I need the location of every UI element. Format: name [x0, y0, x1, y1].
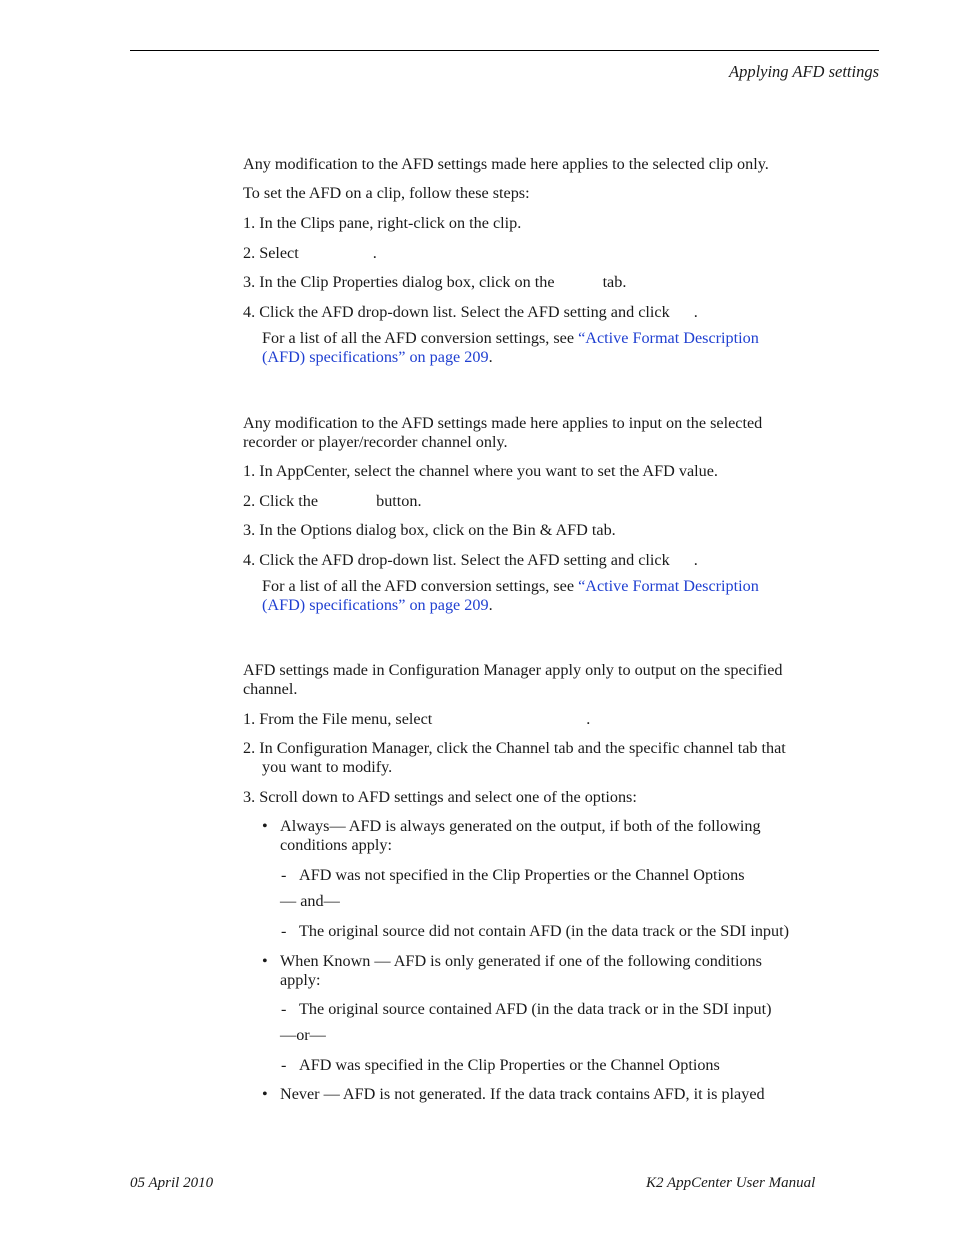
dash-marker: -: [281, 1000, 287, 1018]
afd-spec-link-cont[interactable]: (AFD) specifications” on page 209: [262, 596, 489, 614]
dash-marker: -: [281, 1056, 287, 1074]
dash-marker: -: [281, 922, 287, 940]
config-intro: AFD settings made in Configuration Manager apply only to output on the specified channel.: [243, 661, 783, 698]
clip-step-1: 1. In the Clips pane, right-click on the clip.: [243, 214, 522, 232]
config-step-2: 2. In Configuration Manager, click the Channel tab and the specific channel tab that you want to modify.: [243, 739, 786, 776]
dash-marker: -: [281, 866, 287, 884]
bullet-marker: •: [262, 817, 268, 835]
clip-lead: To set the AFD on a clip, follow these steps:: [243, 184, 530, 202]
config-step-1: 1. From the File menu, select .: [243, 710, 591, 728]
known-condition-1: The original source contained AFD (in the data track or in the SDI input): [299, 1000, 772, 1018]
channel-afd-note: For a list of all the AFD conversion settings, see “Active Format Description (AFD) specifications” on page 209.: [262, 577, 759, 614]
afd-spec-link-cont[interactable]: (AFD) specifications” on page 209: [262, 348, 489, 366]
clip-step-2: 2. Select .: [243, 244, 377, 262]
channel-intro: Any modification to the AFD settings made here applies to input on the selected recorder or player/recorder channel only.: [243, 414, 763, 451]
afd-spec-link[interactable]: “Active Format Description: [578, 577, 759, 595]
clip-afd-note: For a list of all the AFD conversion settings, see “Active Format Description (AFD) specifications” on page 209.: [262, 329, 759, 366]
clip-intro: Any modification to the AFD settings made here applies to the selected clip only.: [243, 155, 769, 173]
afd-spec-link[interactable]: “Active Format Description: [578, 329, 759, 347]
channel-step-2: 2. Click the button.: [243, 492, 422, 510]
known-condition-2: AFD was specified in the Clip Properties or the Channel Options: [299, 1056, 720, 1074]
bullet-marker: •: [262, 1085, 268, 1103]
always-separator: — and—: [280, 892, 340, 910]
clip-step-3: 3. In the Clip Properties dialog box, click on the tab.: [243, 273, 627, 291]
config-step-3: 3. Scroll down to AFD settings and select one of the options:: [243, 788, 637, 806]
clip-step-4: 4. Click the AFD drop-down list. Select the AFD setting and click .: [243, 303, 698, 321]
always-condition-2: The original source did not contain AFD (in the data track or the SDI input): [299, 922, 790, 940]
channel-step-4: 4. Click the AFD drop-down list. Select the AFD setting and click .: [243, 551, 698, 569]
bullet-marker: •: [262, 952, 268, 970]
option-never: Never — AFD is not generated. If the data track contains AFD, it is played: [280, 1085, 765, 1103]
footer-date: 05 April 2010: [130, 1175, 214, 1191]
channel-step-3: 3. In the Options dialog box, click on the Bin & AFD tab.: [243, 521, 616, 539]
footer-manual-title: K2 AppCenter User Manual: [646, 1175, 816, 1191]
channel-step-1: 1. In AppCenter, select the channel where you want to set the AFD value.: [243, 462, 718, 480]
running-head: Applying AFD settings: [728, 62, 879, 81]
known-separator: —or—: [280, 1026, 326, 1044]
always-condition-1: AFD was not specified in the Clip Properties or the Channel Options: [299, 866, 745, 884]
option-when-known: When Known — AFD is only generated if one of the following conditions apply:: [280, 952, 762, 989]
option-always: Always— AFD is always generated on the output, if both of the following conditions apply:: [280, 817, 761, 854]
header-rule: [130, 50, 879, 51]
